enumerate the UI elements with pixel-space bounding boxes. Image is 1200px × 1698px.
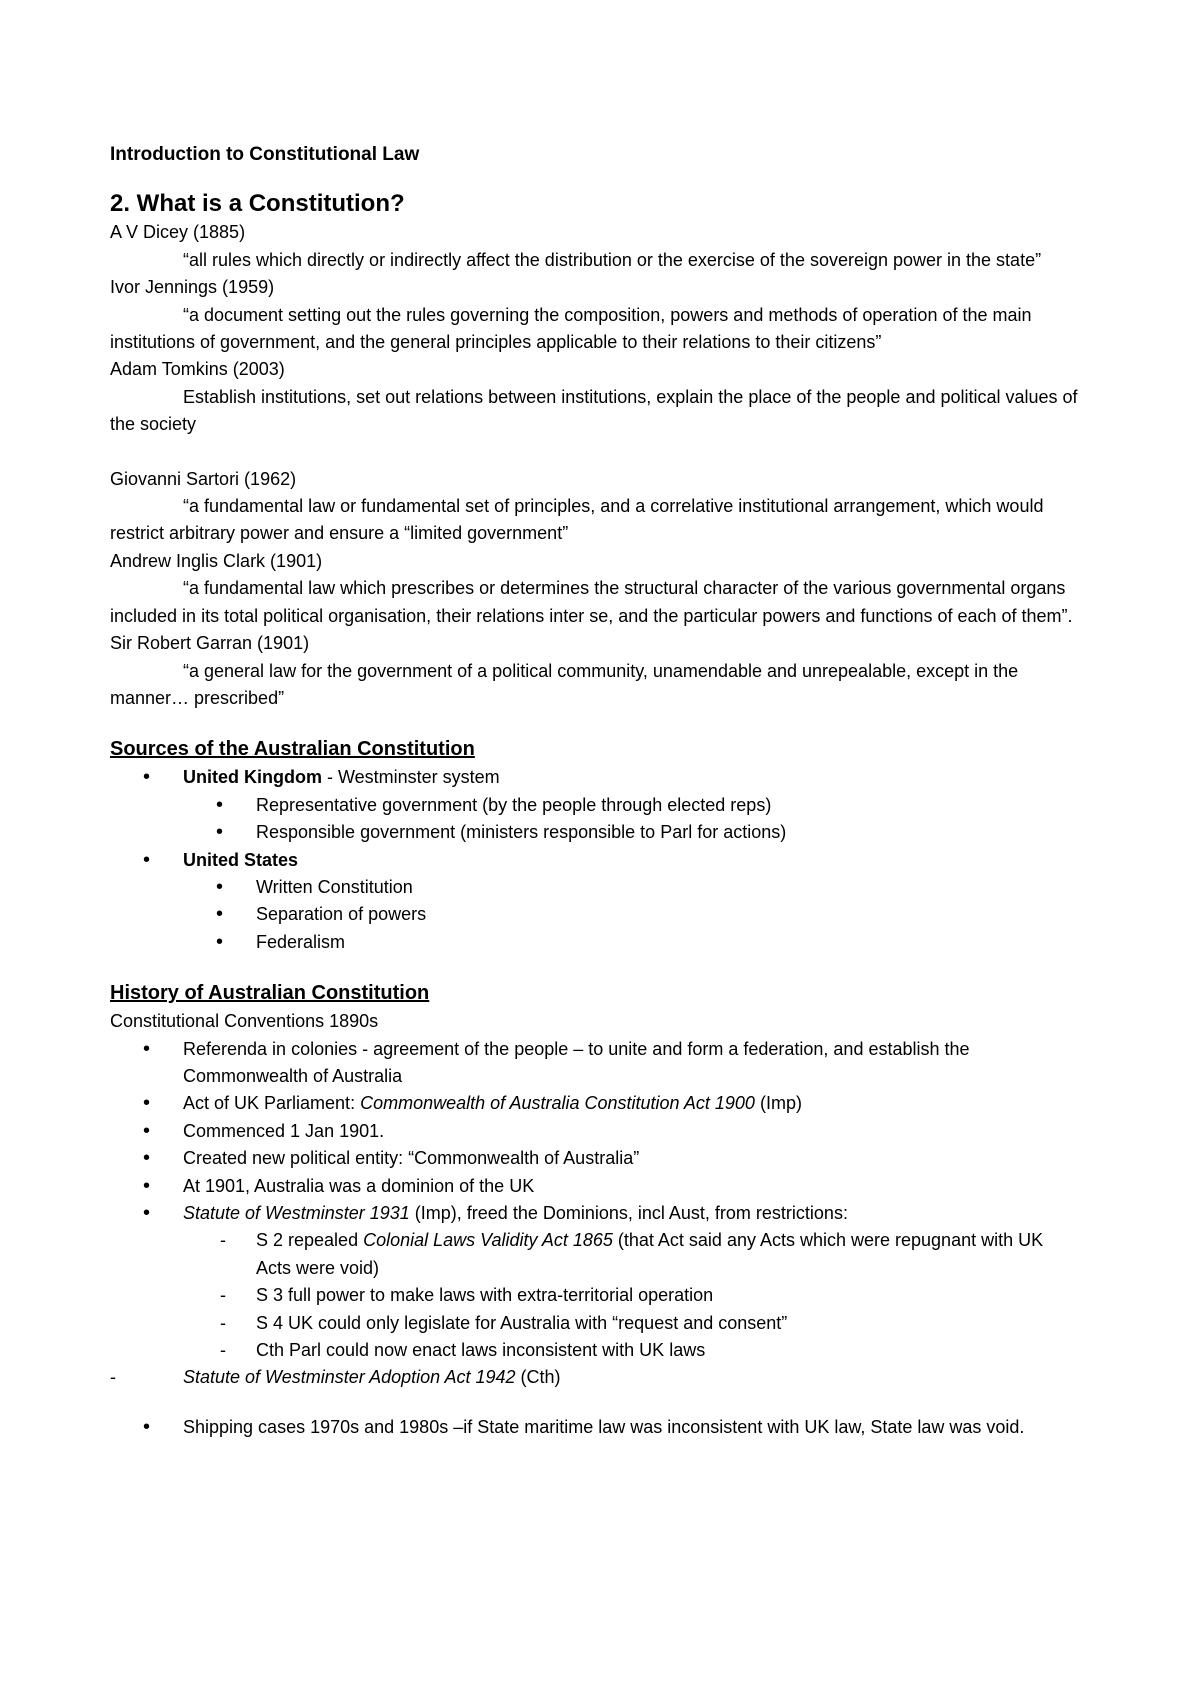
list-item (110, 847, 1080, 957)
definition-garran (110, 630, 1080, 712)
source-uk-label: United Kingdom (183, 767, 322, 788)
definition-sartori (110, 466, 1080, 548)
act-title: Statute of Westminster Adoption Act 1942 (183, 1367, 516, 1388)
uk-sublist (183, 792, 1080, 847)
us-sublist (183, 874, 1080, 956)
list-item-text: (Imp) (754, 1093, 802, 1114)
definition-author: Andrew Inglis Clark (1901) (110, 550, 323, 571)
act-title: Commonwealth of Australia Constitution Act 1900 (360, 1093, 755, 1114)
definition-dicey (110, 219, 1080, 274)
list-item-text: Act of UK Parliament: (183, 1093, 361, 1114)
definition-text: “a fundamental law which prescribes or determines the structural character of the various governmental organs included in its total political organisation, their relations inter se, and the particular powers and functions of each of them”. (110, 578, 1073, 626)
list-item: • Written Constitution (183, 874, 1080, 901)
definition-author: Adam Tomkins (2003) (110, 359, 285, 380)
section-heading-sources: Sources of the Australian Constitution (110, 738, 475, 761)
act-title: Statute of Westminster 1931 (183, 1203, 410, 1223)
list-item: • Commenced 1 Jan 1901. (110, 1118, 1080, 1145)
history-subheading: Constitutional Conventions 1890s (110, 1011, 379, 1032)
definition-jennings (110, 274, 1080, 356)
westminster-sublist (110, 1227, 1080, 1364)
spacer (110, 1392, 1080, 1414)
list-item: • Federalism (183, 929, 1080, 956)
definition-text: Establish institutions, set out relations between institutions, explain the place of the people and political values of the society (110, 386, 1078, 435)
definition-text: “all rules which directly or indirectly affect the distribution or the exercise of the sovereign power in the state” (183, 249, 1042, 270)
spacer (110, 956, 1080, 978)
definition-author: Ivor Jennings (1959) (110, 277, 275, 298)
definition-author: Sir Robert Garran (1901) (110, 633, 310, 654)
section-heading-what-is-constitution: 2. What is a Constitution? (110, 190, 405, 218)
definition-tomkins (110, 356, 1080, 438)
source-us-label: United States (183, 849, 299, 870)
list-item: • Representative government (by the people through elected reps) (183, 792, 1080, 819)
list-item (110, 1090, 1080, 1117)
list-item: • Responsible government (ministers responsible to Parl for actions) (183, 819, 1080, 846)
spacer (110, 439, 1080, 466)
definition-clark (110, 548, 1080, 630)
section-heading-history: History of Australian Constitution (110, 982, 430, 1005)
definition-author: A V Dicey (1885) (110, 222, 246, 243)
document-body (110, 141, 1080, 1441)
list-item: • At 1901, Australia was a dominion of the UK (110, 1173, 1080, 1200)
definition-text: “a general law for the government of a political community, unamendable and unrepealable, except in the manner… prescribed” (110, 660, 1019, 708)
list-item-text: S 2 repealed (256, 1230, 364, 1251)
document-title: Introduction to Constitutional Law (110, 144, 420, 165)
list-item: - S 4 UK could only legislate for Australia with “request and consent” (110, 1310, 1080, 1337)
history-list (110, 1036, 1080, 1228)
definition-text: “a fundamental law or fundamental set of principles, and a correlative institutional arrangement, which would restrict arbitrary power and ensure a “limited government” (110, 496, 1044, 544)
act-title: Colonial Laws Validity Act 1865 (363, 1230, 613, 1251)
list-item: • Shipping cases 1970s and 1980s –if State maritime law was inconsistent with UK law, State law was void. (110, 1414, 1080, 1441)
sources-list (110, 764, 1080, 956)
list-item: • Created new political entity: “Commonwealth of Australia” (110, 1145, 1080, 1172)
list-item (110, 1364, 1080, 1391)
list-item (110, 1227, 1080, 1282)
list-item: • Referenda in colonies - agreement of the people – to unite and form a federation, and establish the Commonwealth of Australia (110, 1036, 1080, 1091)
definition-text: “a document setting out the rules governing the composition, powers and methods of operation of the main institutions of government, and the general principles applicable to their relations to their citizens” (110, 304, 1032, 353)
list-item-text: (Imp), freed the Dominions, incl Aust, from restrictions: (409, 1203, 848, 1223)
history-list-continued (110, 1414, 1080, 1441)
list-item-text: (Cth) (515, 1367, 561, 1388)
list-item: - S 3 full power to make laws with extra-territorial operation (110, 1282, 1080, 1309)
list-item (110, 764, 1080, 846)
list-item (110, 1200, 1080, 1227)
list-item: - Cth Parl could now enact laws inconsistent with UK laws (110, 1337, 1080, 1364)
list-item: • Separation of powers (183, 901, 1080, 928)
definition-author: Giovanni Sartori (1962) (110, 468, 297, 489)
spacer (110, 712, 1080, 734)
list-item-text: (that Act said any Acts which were repugnant with UK Acts were void) (256, 1230, 1044, 1278)
source-uk-text: - Westminster system (321, 767, 500, 788)
